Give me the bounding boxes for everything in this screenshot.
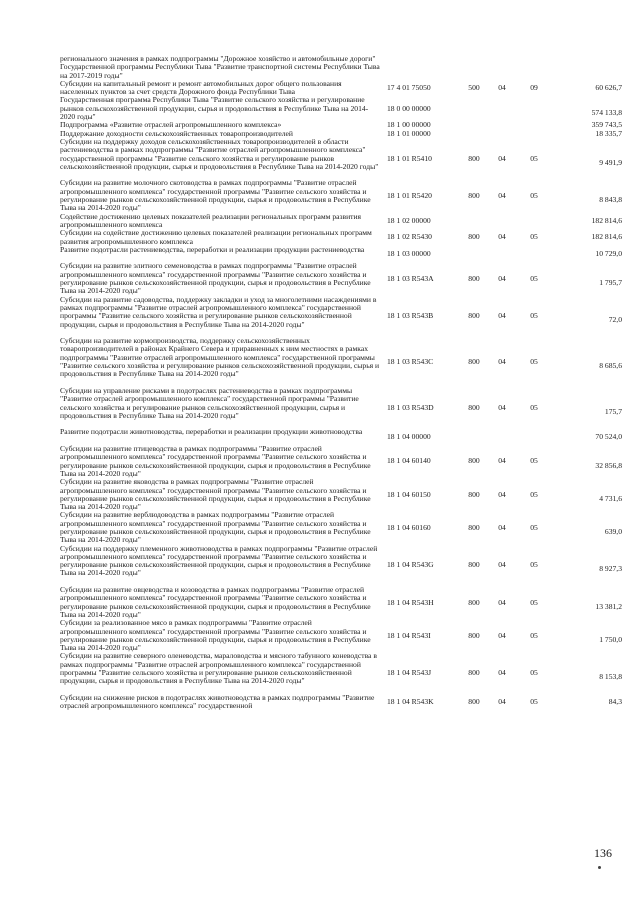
row-name: Подпрограмма «Развитие отраслей агропромышленного комплекса» <box>60 121 282 130</box>
table-row <box>60 246 622 263</box>
row-vr: 500 <box>468 83 480 93</box>
row-code: 18 0 00 00000 <box>387 103 431 113</box>
table-row <box>60 586 622 619</box>
row-name: Субсидии на развитие элитного семеноводства в рамках подпрограммы "Развитие отраслей агропромышленного комплекса" государственной программы "Развитие сельского хозяйства и регулирование рынков сельскохозяйственной продукции, сырья и продовольствия в Республике Тыва на 2014-2020 годы" <box>60 262 371 296</box>
table-row <box>60 55 622 80</box>
row-vr: 800 <box>468 153 480 163</box>
row-name: Субсидии на развитие птицеводства в рамках подпрограммы "Развитие отраслей агропромышленного комплекса" государственной программы "Развитие сельского хозяйства и регулирование рынков сельскохозяйственной продукции, сырья и продовольствия в Республике Тыва на 2014-2020 годы" <box>60 445 371 478</box>
row-pr: 05 <box>530 356 538 366</box>
row-pr: 05 <box>530 153 538 163</box>
row-rz: 04 <box>498 697 506 707</box>
row-amount: 182 814,6 <box>591 215 622 225</box>
table-row <box>60 121 622 129</box>
table-row <box>60 478 622 511</box>
row-vr: 800 <box>468 311 480 321</box>
row-vr: 800 <box>468 597 480 607</box>
row-amount: 84,3 <box>608 697 622 707</box>
row-name: Субсидии на управление рисками в подотраслях растениеводства в рамках подпрограммы "Развитие отраслей агропромышленного комплекса" государственной программы "Развитие сельского хозяйства и регулирование рынков сельскохозяйственной продукции, сырья и продовольствия в Республике Тыва на 2014-2020 годы" <box>60 386 359 420</box>
row-vr: 800 <box>468 402 480 412</box>
row-vr: 800 <box>468 668 480 678</box>
row-vr: 800 <box>468 190 480 200</box>
row-code: 18 1 04 60150 <box>387 489 431 499</box>
row-code: 18 1 04 R543I <box>387 630 431 640</box>
row-vr: 800 <box>468 456 480 466</box>
row-rz: 04 <box>498 232 506 242</box>
row-amount: 60 626,7 <box>595 83 622 93</box>
table-row <box>60 96 622 121</box>
row-amount: 182 814,6 <box>591 232 622 242</box>
row-rz: 04 <box>498 356 506 366</box>
table-row <box>60 138 622 180</box>
table-row <box>60 445 622 478</box>
row-name: Субсидии на развитие овцеводства и козоводства в рамках подпрограммы "Развитие отраслей агропромышленного комплекса" государственной программы "Развитие сельского хозяйства и регулирование рынков сельскохозяйственной продукции, сырья и продовольствия в Республике Тыва на 2014-2020 годы" <box>60 586 371 619</box>
table-row <box>60 694 622 711</box>
row-code: 18 1 03 R543В <box>387 311 434 321</box>
table-row <box>60 262 622 295</box>
row-rz: 04 <box>498 668 506 678</box>
row-pr: 05 <box>530 273 538 283</box>
table-row <box>60 130 622 138</box>
table-row <box>60 511 622 544</box>
row-name: Субсидии на развитие молочного скотоводства в рамках подпрограммы "Развитие отраслей агропромышленного комплекса" государственной программы "Развитие сельского хозяйства и регулирование рынков сельскохозяйственной продукции, сырья и продовольствия в Республике Тыва на 2014-2020 годы" <box>60 179 371 213</box>
row-code: 18 1 04 R543K <box>387 697 434 707</box>
scan-speck <box>598 866 601 869</box>
row-amount: 10 729,0 <box>595 248 622 258</box>
row-code: 18 1 04 R543J <box>387 668 432 678</box>
row-pr: 09 <box>530 83 538 93</box>
row-vr: 800 <box>468 232 480 242</box>
table-row <box>60 337 622 387</box>
row-code: 18 1 03 R543А <box>387 273 434 283</box>
row-amount: 72,0 <box>608 315 622 325</box>
row-pr: 05 <box>530 597 538 607</box>
row-rz: 04 <box>498 489 506 499</box>
row-rz: 04 <box>498 630 506 640</box>
row-amount: 8 927,3 <box>599 564 622 574</box>
row-rz: 04 <box>498 560 506 570</box>
row-name: Субсидии на развитие кормопроизводства, поддержку сельскохозяйственных товаропроизводителей в районах Крайнего Севера и приравненных к ним местностях в рамках подпрограммы "Развитие отраслей агропромышленного комплекса" государственной программы "Развитие сельского хозяйства и регулирование рынков сельскохозяйственной продукции, сырья и продовольствия в Республике Тыва на 2014-2020 годы" <box>60 337 380 379</box>
row-code: 18 1 04 R543H <box>387 597 434 607</box>
row-name: Развитие подотрасли животноводства, переработки и реализации продукции животноводства <box>60 428 363 437</box>
row-vr: 800 <box>468 697 480 707</box>
row-name: Субсидии на развитие яководства в рамках подпрограммы "Развитие отраслей агропромышленного комплекса" государственной программы "Развитие сельского хозяйства и регулирование рынков сельскохозяйственной продукции, сырья и продовольствия в Республике Тыва на 2014-2020 годы" <box>60 478 371 512</box>
page-number: 136 <box>594 846 612 860</box>
row-amount: 8 153,8 <box>599 672 622 682</box>
row-name: Развитие подотрасли растениеводства, переработки и реализации продукции растениеводства <box>60 245 365 254</box>
row-rz: 04 <box>498 83 506 93</box>
table-row <box>60 619 622 652</box>
row-amount: 8 685,6 <box>599 361 622 371</box>
row-rz: 04 <box>498 522 506 532</box>
row-pr: 05 <box>530 456 538 466</box>
row-name: Субсидии на развитие верблюдоводства в рамках подпрограммы "Развитие отраслей агропромышленного комплекса" государственной программы "Развитие сельского хозяйства и регулирование рынков сельскохозяйственной продукции, сырья и продовольствия в Республике Тыва на 2014-2020 годы" <box>60 511 371 545</box>
row-code: 18 1 01 R5420 <box>387 190 432 200</box>
table-row <box>60 80 622 97</box>
row-pr: 05 <box>530 630 538 640</box>
table-row <box>60 428 622 445</box>
row-name: Субсидии на содействие достижению целевых показателей реализации региональных программ развития агропромышленного комплекса <box>60 229 372 246</box>
row-amount: 18 335,7 <box>595 128 622 138</box>
table-row <box>60 652 622 694</box>
row-pr: 05 <box>530 697 538 707</box>
row-vr: 800 <box>468 522 480 532</box>
budget-table <box>60 55 622 711</box>
row-code: 17 4 01 75050 <box>387 83 431 93</box>
row-vr: 800 <box>468 356 480 366</box>
row-name: Субсидии на поддержку доходов сельскохозяйственных товаропроизводителей в области растениеводства в рамках подпрограммы "Развитие отраслей агропромышленного комплекса" государственной программы "Развитие сельского хозяйства и регулирование рынков сельскохозяйственной продукции, сырья и продовольствия в Республике Тыва на 2014-2020 годы" <box>60 137 379 171</box>
row-code: 18 1 02 00000 <box>387 215 431 225</box>
row-code: 18 1 03 R543D <box>387 402 434 412</box>
row-pr: 05 <box>530 668 538 678</box>
row-name: Поддержание доходности сельскохозяйственных товаропроизводителей <box>60 129 293 138</box>
row-code: 18 1 04 60160 <box>387 522 431 532</box>
row-rz: 04 <box>498 190 506 200</box>
row-name: Субсидии на капитальный ремонт и ремонт автомобильных дорог общего пользования населенных пунктов за счет средств Дорожного фонда Республики Тыва <box>60 79 342 97</box>
row-name: Содействие достижению целевых показателей реализации региональных программ развития агропромышленного комплекса <box>60 212 362 229</box>
table-row <box>60 296 622 338</box>
row-name: Субсидии на поддержку племенного животноводства в рамках подпрограммы "Развитие отраслей агропромышленного комплекса" государственной программы "Развитие сельского хозяйства и регулирование рынков сельскохозяйственной продукции, сырья и продовольствия в Республике Тыва на 2014-2020 годы" <box>60 544 378 578</box>
row-code: 18 1 04 60140 <box>387 456 431 466</box>
row-amount: 8 843,8 <box>599 195 622 205</box>
row-name: регионального значения в рамках подпрограммы "Дорожное хозяйство и автомобильные дороги" Государственной программы Республики Тыва "Развитие транспортной системы Республики Тыва на 2017-2019 годы" <box>60 55 380 80</box>
row-amount: 4 731,6 <box>599 493 622 503</box>
row-vr: 800 <box>468 560 480 570</box>
row-code: 18 1 01 R5410 <box>387 153 432 163</box>
row-amount: 32 856,8 <box>595 460 622 470</box>
row-amount: 9 491,9 <box>599 157 622 167</box>
row-rz: 04 <box>498 402 506 412</box>
row-amount: 574 133,8 <box>591 107 622 117</box>
row-amount: 639,0 <box>604 526 622 536</box>
row-rz: 04 <box>498 311 506 321</box>
row-code: 18 1 03 R543С <box>387 356 434 366</box>
row-code: 18 1 02 R5430 <box>387 232 432 242</box>
row-rz: 04 <box>498 597 506 607</box>
row-amount: 359 743,5 <box>591 120 622 130</box>
row-name: Субсидии на развитие северного оленеводства, мараловодства и мясного табунного коневодства в рамках подпрограммы "Развитие отраслей агропромышленного комплекса" государственной программы "Развитие сельского хозяйства и регулирование рынков сельскохозяйственной продукции, сырья и продовольствия в Республике Тыва на 2014-2020 годы" <box>60 652 377 686</box>
row-name: Государственная программа Республики Тыва "Развитие сельского хозяйства и регулирование рынков сельскохозяйственной продукции, сырья и продовольствия в Республике Тыва на 2014-2020 годы" <box>60 96 369 122</box>
row-amount: 1 795,7 <box>599 278 622 288</box>
row-amount: 1 750,0 <box>599 634 622 644</box>
row-pr: 05 <box>530 190 538 200</box>
row-pr: 05 <box>530 402 538 412</box>
row-name: Субсидии на развитие садоводства, поддержку закладки и уход за многолетними насаждениями в рамках подпрограммы "Развитие отраслей агропромышленного комплекса" государственной программы "Развитие сельского хозяйства и регулирование рынков сельскохозяйственной продукции, сырья и продовольствия в Республике Тыва на 2014-2020 годы" <box>60 295 377 329</box>
row-pr: 05 <box>530 232 538 242</box>
row-pr: 05 <box>530 489 538 499</box>
row-amount: 175,7 <box>604 406 622 416</box>
row-vr: 800 <box>468 273 480 283</box>
row-code: 18 1 04 R543G <box>387 560 434 570</box>
row-name: Субсидии на снижение рисков в подотраслях животноводства в рамках подпрограммы "Развитие отраслей агропромышленного комплекса" государственной <box>60 693 375 711</box>
row-rz: 04 <box>498 456 506 466</box>
table-row <box>60 387 622 429</box>
row-pr: 05 <box>530 522 538 532</box>
table-row <box>60 545 622 587</box>
row-pr: 05 <box>530 560 538 570</box>
row-name: Субсидии за реализованное мясо в рамках подпрограммы "Развитие отраслей агропромышленного комплекса" государственной программы "Развитие сельского хозяйства и регулирование рынков сельскохозяйственной продукции, сырья и продовольствия в Республике Тыва на 2014-2020 годы" <box>60 619 371 653</box>
row-vr: 800 <box>468 489 480 499</box>
row-amount: 70 524,0 <box>595 431 622 441</box>
row-code: 18 1 04 00000 <box>387 431 431 441</box>
row-code: 18 1 03 00000 <box>387 248 431 258</box>
table-row <box>60 229 622 246</box>
row-rz: 04 <box>498 273 506 283</box>
row-vr: 800 <box>468 630 480 640</box>
row-amount: 13 381,2 <box>595 601 622 611</box>
table-row <box>60 179 622 212</box>
row-code: 18 1 01 00000 <box>387 128 431 138</box>
table-row <box>60 213 622 230</box>
row-code: 18 1 00 00000 <box>387 120 431 130</box>
row-rz: 04 <box>498 153 506 163</box>
row-pr: 05 <box>530 311 538 321</box>
